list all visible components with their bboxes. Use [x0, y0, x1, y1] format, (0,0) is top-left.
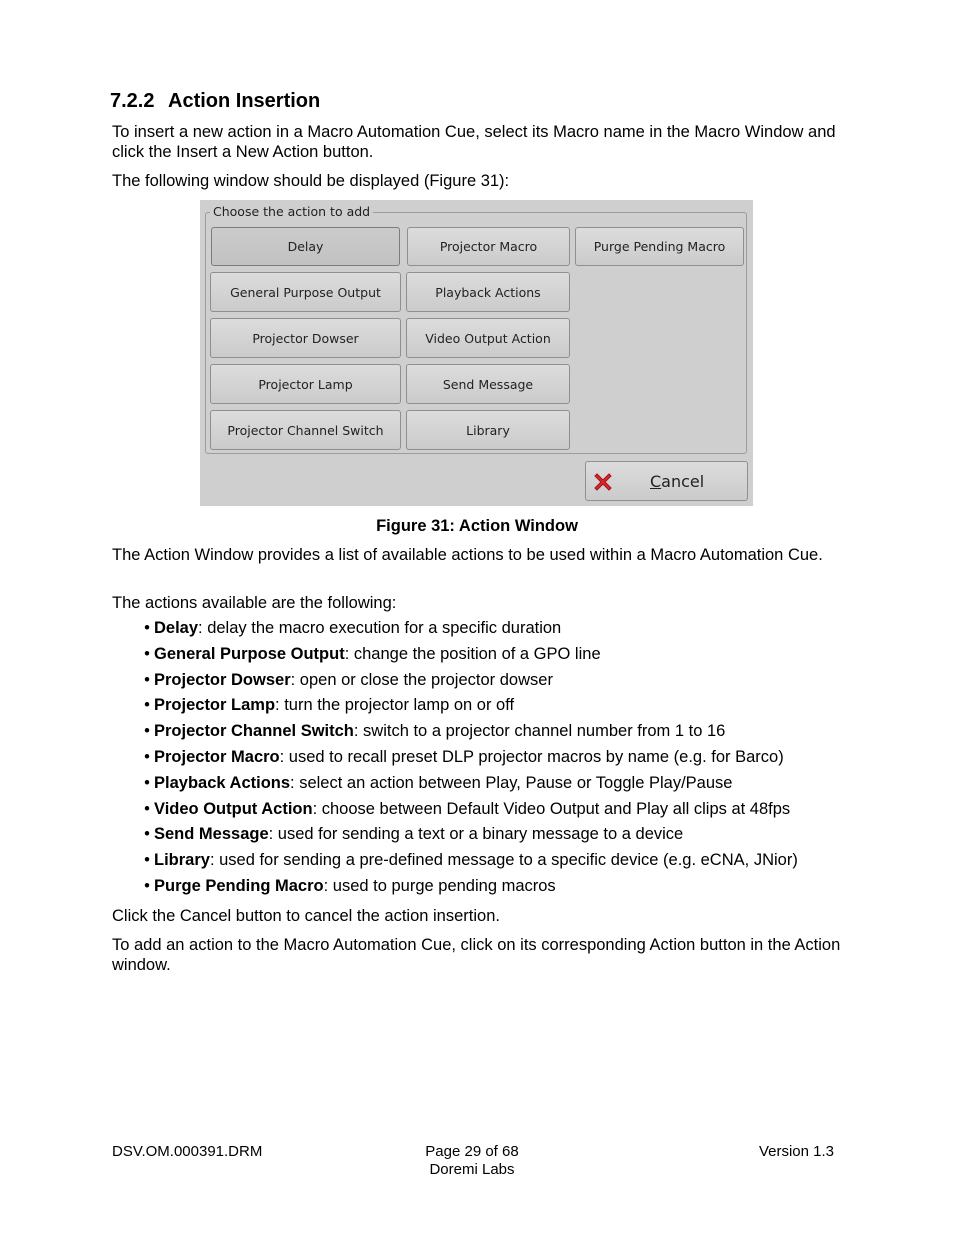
- section-number: 7.2.2: [110, 90, 155, 112]
- action-name: Purge Pending Macro: [154, 876, 324, 895]
- figure-caption: Figure 31: Action Window: [376, 517, 578, 535]
- cancel-instruction: Click the Cancel button to cancel the action insertion.: [112, 907, 500, 925]
- list-item: [140, 748, 798, 774]
- action-name: Library: [154, 851, 210, 870]
- bullet-icon: •: [144, 747, 150, 766]
- action-description: : used to recall preset DLP projector macros by name (e.g. for Barco): [279, 747, 784, 766]
- footer-version: Version 1.3: [758, 1143, 834, 1160]
- action-name: Projector Macro: [154, 747, 280, 766]
- bullet-icon: •: [144, 619, 150, 637]
- cancel-label: [650, 472, 704, 491]
- add-action-instruction: To add an action to the Macro Automation Cue, click on its corresponding Action button in the Action window.: [112, 936, 841, 974]
- footer-center: [372, 1143, 572, 1179]
- figure-reference-paragraph: The following window should be displayed (Figure 31):: [112, 172, 510, 190]
- action-name: General Purpose Output: [154, 644, 345, 663]
- projector-lamp-button[interactable]: Projector Lamp: [210, 364, 401, 404]
- action-description: : turn the projector lamp on or off: [275, 696, 515, 715]
- bullet-icon: •: [144, 876, 150, 895]
- action-name: Projector Channel Switch: [154, 722, 354, 741]
- action-description: : switch to a projector channel number from 1 to 16: [353, 722, 726, 741]
- bullet-icon: •: [144, 799, 150, 818]
- delay-button[interactable]: Delay: [211, 227, 400, 266]
- bullet-icon: •: [144, 773, 150, 792]
- action-description: : used for sending a text or a binary message to a device: [268, 825, 684, 844]
- red-x-icon: [592, 471, 614, 493]
- projector-channel-switch-button[interactable]: Projector Channel Switch: [210, 410, 401, 450]
- list-item: [140, 645, 798, 671]
- section-heading: [110, 90, 320, 113]
- action-description: : used to purge pending macros: [323, 876, 556, 895]
- cancel-button[interactable]: [585, 461, 748, 501]
- bullet-icon: •: [144, 670, 150, 689]
- cancel-mnemonic: C: [650, 472, 662, 491]
- list-item: [140, 619, 798, 645]
- send-message-button[interactable]: Send Message: [406, 364, 570, 404]
- list-item: [140, 671, 798, 697]
- list-item: [140, 722, 798, 748]
- footer-company: Doremi Labs: [429, 1161, 515, 1178]
- action-description: : used for sending a pre-defined message to a specific device (e.g. eCNA, JNior): [209, 851, 798, 870]
- action-description: : choose between Default Video Output and Play all clips at 48fps: [312, 799, 791, 818]
- bullet-icon: •: [144, 696, 150, 715]
- bullet-icon: •: [144, 644, 150, 663]
- bullet-icon: •: [144, 825, 150, 844]
- description-paragraph: The Action Window provides a list of available actions to be used within a Macro Automation Cue.: [112, 546, 823, 564]
- bullet-icon: •: [144, 722, 150, 741]
- action-description: : open or close the projector dowser: [290, 670, 553, 689]
- cancel-label-rest: ancel: [661, 472, 705, 491]
- list-item: [140, 851, 798, 877]
- action-name: Send Message: [154, 825, 269, 844]
- action-name: Projector Dowser: [154, 670, 291, 689]
- action-group-label: Choose the action to add: [210, 205, 373, 219]
- projector-dowser-button[interactable]: Projector Dowser: [210, 318, 401, 358]
- action-name: Projector Lamp: [154, 696, 276, 715]
- actions-list: [140, 619, 798, 903]
- action-name: Playback Actions: [154, 773, 291, 792]
- bullet-icon: •: [144, 851, 150, 870]
- list-item: [140, 877, 798, 903]
- intro-paragraph: To insert a new action in a Macro Automation Cue, select its Macro name in the Macro Window and click the Insert a New Action button.: [112, 123, 836, 161]
- list-item: [140, 825, 798, 851]
- list-item: [140, 696, 798, 722]
- action-description: : change the position of a GPO line: [344, 644, 601, 663]
- action-name: Video Output Action: [154, 799, 313, 818]
- list-intro: The actions available are the following:: [112, 594, 397, 612]
- list-item: [140, 800, 798, 826]
- action-description: : delay the macro execution for a specific duration: [198, 619, 562, 637]
- general-purpose-output-button[interactable]: General Purpose Output: [210, 272, 401, 312]
- action-window: [200, 200, 753, 506]
- purge-pending-macro-button[interactable]: Purge Pending Macro: [575, 227, 744, 266]
- section-title: Action Insertion: [168, 90, 321, 112]
- footer-doc-id: DSV.OM.000391.DRM: [112, 1143, 263, 1160]
- list-item: [140, 774, 798, 800]
- footer-page-number: Page 29 of 68: [425, 1143, 519, 1160]
- action-name: Delay: [154, 619, 199, 637]
- projector-macro-button[interactable]: Projector Macro: [407, 227, 570, 266]
- video-output-action-button[interactable]: Video Output Action: [406, 318, 570, 358]
- playback-actions-button[interactable]: Playback Actions: [406, 272, 570, 312]
- library-button[interactable]: Library: [406, 410, 570, 450]
- action-description: : select an action between Play, Pause or Toggle Play/Pause: [290, 773, 733, 792]
